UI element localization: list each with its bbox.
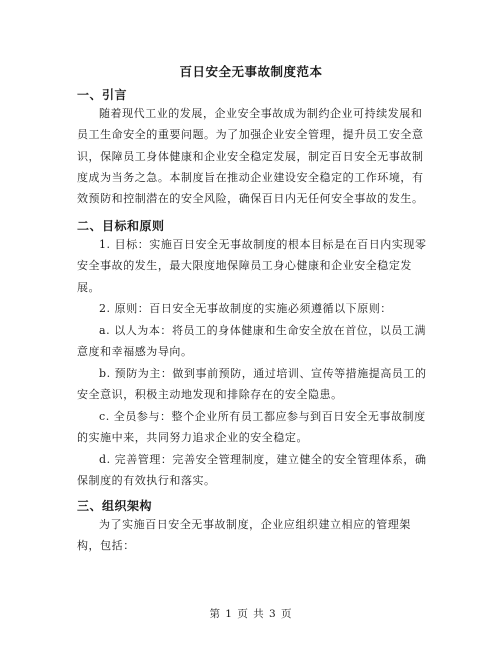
- paragraph-principle: [77, 298, 427, 319]
- paragraph-line: c. 全员参与：整个企业所有员工都应参与到百日安全无事故制度: [99, 410, 426, 423]
- paragraph-line: 识，保障员工身体健康和企业安全稳定发展，制定百日安全无事故制: [77, 149, 424, 163]
- paragraph-line: 的实施中来，共同努力追求企业的安全稳定。: [77, 431, 308, 445]
- paragraph-line: 1. 目标：实施百日安全无事故制度的根本目标是在百日内实现零: [99, 238, 427, 251]
- paragraph-line: 构，包括：: [77, 539, 135, 553]
- section-heading-organization: 三、组织架构: [77, 499, 153, 513]
- paragraph-line: 效预防和控制潜在的安全风险，确保百日内无任何安全事故的发生。: [77, 192, 424, 206]
- paragraph-principle-c: [77, 406, 427, 449]
- paragraph-goal: [77, 234, 427, 298]
- paragraph-line: 保制度的有效执行和落实。: [77, 474, 216, 488]
- section-heading-goals: 二、目标和原则: [77, 219, 165, 233]
- section-heading-intro: 一、引言: [77, 88, 128, 102]
- paragraph-line: 度成为当务之急。本制度旨在推动企业建设安全稳定的工作环境，有: [77, 170, 424, 184]
- paragraph-line: d. 完善管理：完善安全管理制度，建立健全的安全管理体系，确: [99, 453, 427, 466]
- paragraph-organization: [77, 514, 427, 557]
- paragraph-line: 随着现代工业的发展，企业安全事故成为制约企业可持续发展和: [99, 107, 423, 120]
- page-number-footer: 第 1 页 共 3 页: [209, 608, 293, 620]
- paragraph-line: 2. 原则：百日安全无事故制度的实施必须遵循以下原则：: [99, 302, 392, 315]
- paragraph-intro: [77, 103, 427, 209]
- paragraph-line: 安全意识，积极主动地发现和排除存在的安全隐患。: [77, 388, 343, 402]
- paragraph-principle-b: [77, 363, 427, 406]
- paragraph-line: 员工生命安全的重要问题。为了加强企业安全管理，提升员工安全意: [77, 128, 424, 142]
- paragraph-line: a. 以人为本：将员工的身体健康和生命安全放在首位，以员工满: [99, 324, 427, 337]
- paragraph-line: 为了实施百日安全无事故制度，企业应组织建立相应的管理架: [99, 518, 411, 531]
- paragraph-line: b. 预防为主：做到事前预防，通过培训、宣传等措施提高员工的: [99, 367, 427, 380]
- paragraph-line: 展。: [77, 280, 101, 294]
- document-title: 百日安全无事故制度范本: [179, 64, 323, 79]
- paragraph-principle-d: [77, 449, 427, 492]
- paragraph-line: 意度和幸福感为导向。: [77, 345, 193, 359]
- paragraph-principle-a: [77, 320, 427, 363]
- paragraph-line: 安全事故的发生，最大限度地保障员工身心健康和企业安全稳定发: [77, 259, 412, 273]
